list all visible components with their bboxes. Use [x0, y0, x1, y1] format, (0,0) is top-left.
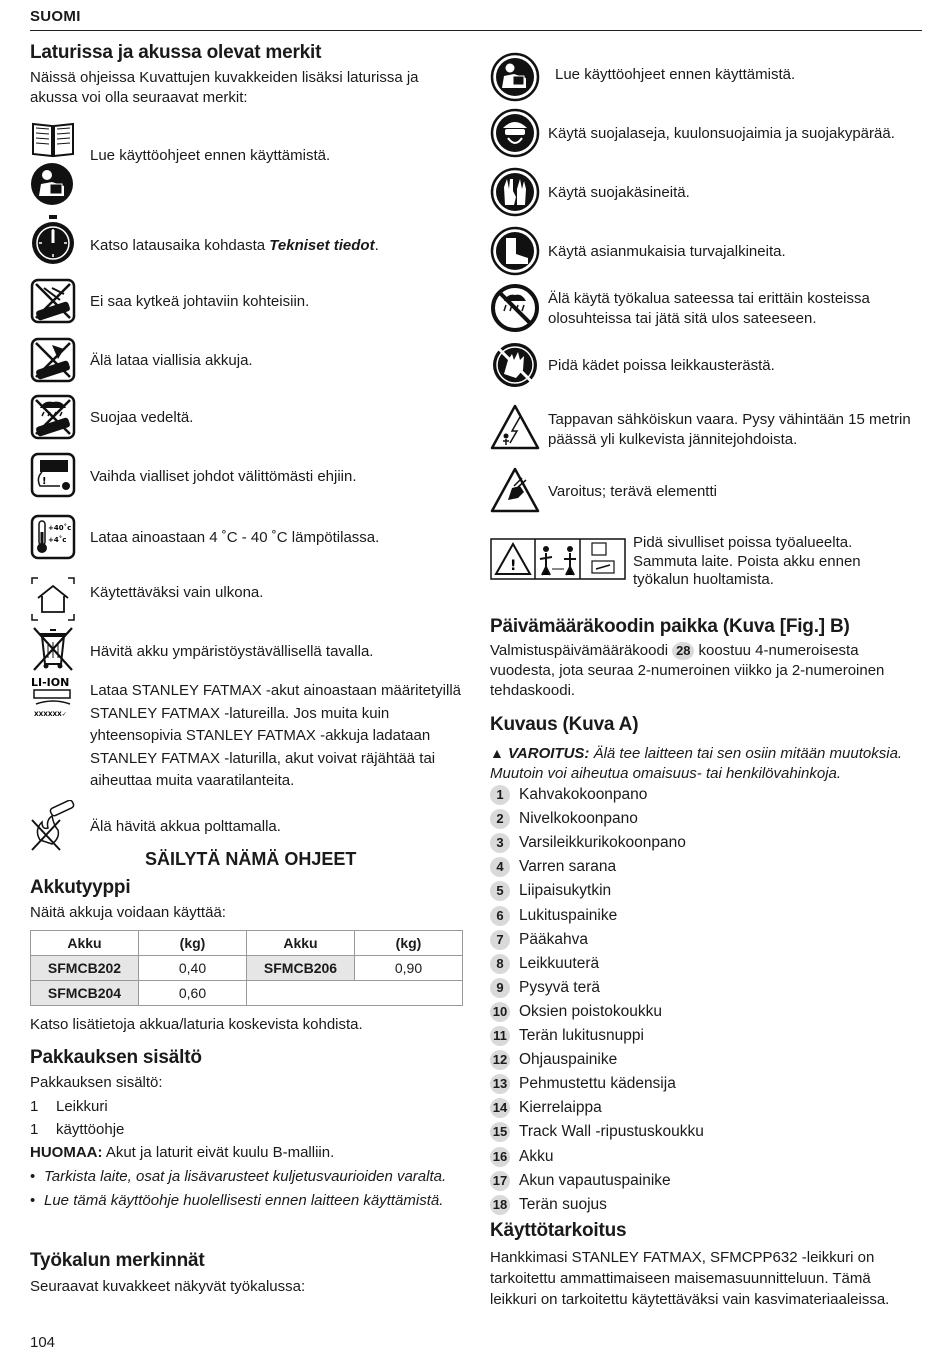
table-header: (kg) [139, 931, 247, 956]
charger-symbol-text: Hävitä akku ympäristöystävällisellä tavalla. [90, 643, 374, 660]
list-item: 4 Varren sarana [490, 855, 616, 879]
charger-symbol-text: Älä lataa viallisia akkuja. [90, 352, 253, 369]
charger-symbol-text: Älä hävitä akkua polttamalla. [90, 818, 281, 835]
tool-symbol-text: Pidä sivulliset poissa työalueelta. Sammuta laite. Poista akku ennen työkalun huoltamista. [633, 534, 861, 588]
battery-note: Katso lisätietoja akkua/laturia koskevista kohdista. [30, 1016, 363, 1033]
list-item: 13 Pehmustettu kädensija [490, 1072, 676, 1096]
intended-use-text: Hankkimasi STANLEY FATMAX, SFMCPP632 -leikkuri on tarkoitettu ammattimaiseen maisemasuunnitteluun. Tämä leikkuri on tarkoitettu käytettäväksi vain kasvimateriaaleissa. [490, 1249, 890, 1308]
list-item: 7 Pääkahva [490, 928, 588, 952]
tool-symbol-text: Käytä suojalaseja, kuulonsuojaimia ja suojakypärää. [548, 125, 895, 142]
no-rain-icon [490, 283, 540, 333]
charger-symbol-text: Katso latausaika kohdasta Tekniset tiedot. [90, 237, 379, 254]
list-item: 14 Kierrelaippa [490, 1096, 602, 1120]
section-title-tool-markings: Työkalun merkinnät [30, 1250, 205, 1271]
section-title-date-code: Päivämääräkoodin paikka (Kuva [Fig.] B) [490, 616, 850, 637]
bullet-item: • Lue tämä käyttöohje huolellisesti ennen laitteen käyttämistä. [30, 1192, 444, 1209]
charger-symbol-text: Käytettäväksi vain ulkona. [90, 584, 264, 601]
list-item: 16 Akku [490, 1145, 553, 1169]
tech-data-reference: Tekniset tiedot [269, 237, 375, 254]
list-item: 10 Oksien poistokoukku [490, 1000, 662, 1024]
table-cell: SFMCB202 [31, 956, 139, 981]
list-item: 15 Track Wall -ripustuskoukku [490, 1120, 704, 1144]
list-item: 1 käyttöohje [30, 1121, 125, 1138]
list-item: 3 Varsileikkurikokoonpano [490, 831, 686, 855]
read-manual-person-icon [30, 162, 74, 206]
charger-symbol-text: Vaihda vialliset johdot välittömästi ehjiin. [90, 468, 357, 485]
keep-hands-away-icon [490, 340, 540, 390]
no-fire-disposal-icon [30, 800, 76, 852]
charger-symbol-text: Lataa ainoastaan 4 ˚C - 40 ˚C lämpötilassa. [90, 529, 380, 546]
section-title-package: Pakkauksen sisältö [30, 1047, 202, 1068]
table-header: Akku [247, 931, 355, 956]
list-item: 5 Liipaisukytkin [490, 879, 611, 903]
battery-table [30, 930, 463, 1006]
stopwatch-icon [30, 214, 76, 266]
tool-symbol-text: Käytä suojakäsineitä. [548, 184, 690, 201]
table-row [31, 931, 463, 956]
svg-text:!: ! [510, 558, 517, 574]
thermometer-icon [30, 514, 76, 560]
table-row [31, 981, 463, 1006]
eye-ear-head-protection-icon [490, 108, 540, 158]
svg-text:XXXXXX✓: XXXXXX✓ [34, 711, 67, 718]
page-header [30, 8, 922, 31]
outdoor-house-icon [30, 576, 76, 622]
list-item: 9 Pysyvä terä [490, 976, 600, 1000]
list-item: 1 Leikkuri [30, 1098, 108, 1115]
svg-text:+4˚c: +4˚c [48, 536, 67, 544]
list-item: 12 Ohjauspainike [490, 1048, 617, 1072]
li-ion-battery-icon [30, 674, 76, 720]
table-row [31, 956, 463, 981]
replace-cord-icon [30, 452, 76, 498]
table-cell: 0,60 [139, 981, 247, 1006]
list-item: 1 Kahvakokoonpano [490, 783, 647, 807]
protect-from-water-icon [30, 394, 76, 440]
section-title-description: Kuvaus (Kuva A) [490, 714, 639, 735]
tool-symbol-text: Tappavan sähköiskun vaara. Pysy vähintään 15 metrin päässä yli kulkevista jännitejohdoista. [548, 411, 911, 448]
svg-text:!: ! [42, 476, 47, 487]
table-cell: 0,40 [139, 956, 247, 981]
section-title-charger-marks: Laturissa ja akussa olevat merkit [30, 42, 322, 63]
read-manual-person-icon [490, 52, 540, 102]
list-item: 2 Nivelkokoonpano [490, 807, 638, 831]
sharp-element-warning-icon [490, 466, 540, 514]
tool-symbol-text: Varoitus; terävä elementti [548, 483, 717, 500]
table-cell-empty [247, 981, 463, 1006]
warning-triangle-icon: ▲ [490, 745, 504, 761]
tool-symbol-text: Pidä kädet poissa leikkausterästä. [548, 357, 775, 374]
svg-text:+40˚c: +40˚c [48, 524, 72, 532]
charger-symbol-text: Ei saa kytkeä johtaviin kohteisiin. [90, 293, 310, 310]
table-cell: SFMCB206 [247, 956, 355, 981]
table-cell: 0,90 [355, 956, 463, 981]
list-item: 8 Leikkuuterä [490, 952, 599, 976]
date-code-callout-badge: 28 [672, 642, 694, 660]
table-cell: SFMCB204 [31, 981, 139, 1006]
page-number: 104 [30, 1334, 56, 1351]
tool-markings-intro: Seuraavat kuvakkeet näkyvät työkalussa: [30, 1278, 306, 1295]
bystanders-warning-icon [490, 537, 626, 581]
charger-symbol-text: Lue käyttöohjeet ennen käyttämistä. [90, 147, 331, 164]
electrocution-warning-icon [490, 403, 540, 451]
charger-marks-intro: Näissä ohjeissa Kuvattujen kuvakkeiden lisäksi laturissa ja akussa voi olla seuraavat merkit: [30, 69, 419, 106]
gloves-icon [490, 167, 540, 217]
list-item: 11 Terän lukitusnuppi [490, 1024, 644, 1048]
section-title-intended-use: Käyttötarkoitus [490, 1220, 627, 1241]
date-code-text: Valmistuspäivämääräkoodi 28 koostuu 4-numeroisesta vuodesta, jota seuraa 2-numeroinen viikko ja 2-numeroinen tehdaskoodi. [490, 642, 885, 699]
tool-symbol-text: Älä käytä työkalua sateessa tai erittäin kosteissa olosuhteissa tai jätä sitä ulos sateeseen. [548, 290, 870, 327]
save-instructions-heading: SÄILYTÄ NÄMÄ OHJEET [145, 849, 357, 869]
svg-text:LI-ION: LI-ION [31, 676, 70, 689]
tool-symbol-text: Käytä asianmukaisia turvajalkineita. [548, 243, 786, 260]
no-damaged-battery-icon [30, 337, 76, 383]
tool-symbol-text: Lue käyttöohjeet ennen käyttämistä. [555, 66, 796, 83]
no-conductive-objects-icon [30, 278, 76, 324]
list-item: 6 Lukituspainike [490, 904, 617, 928]
book-manual-icon [30, 118, 76, 160]
package-intro: Pakkauksen sisältö: [30, 1074, 163, 1091]
list-item: 18 Terän suojus [490, 1193, 607, 1217]
charger-symbol-text: Suojaa vedeltä. [90, 409, 194, 426]
safety-boots-icon [490, 226, 540, 276]
table-header: Akku [31, 931, 139, 956]
warning-text: ▲ VAROITUS: Älä tee laitteen tai sen osiin mitään muutoksia. Muutoin voi aiheutua omaisuus- tai henkilövahinkoja. [490, 745, 903, 782]
list-item: 17 Akun vapautuspainike [490, 1169, 671, 1193]
bullet-item: • Tarkista laite, osat ja lisävarusteet kuljetusvaurioiden varalta. [30, 1168, 447, 1185]
charger-symbol-text: Lataa STANLEY FATMAX -akut ainoastaan määritetyillä STANLEY FATMAX -latureilla. Jos muita kuin yhteensopivia STANLEY FATMAX -akkuja ladataan STANLEY FATMAX -laturilla, akut voivat räjähtää tai aiheuttaa muita vaaratilanteita. [90, 682, 462, 789]
language-label: SUOMI [30, 8, 81, 25]
table-header: (kg) [355, 931, 463, 956]
section-title-battery-type: Akkutyyppi [30, 877, 131, 898]
battery-intro: Näitä akkuja voidaan käyttää: [30, 904, 226, 921]
weee-bin-icon [30, 624, 76, 672]
parts-list [490, 783, 910, 1223]
note: HUOMAA: Akut ja laturit eivät kuulu B-malliin. [30, 1144, 335, 1161]
